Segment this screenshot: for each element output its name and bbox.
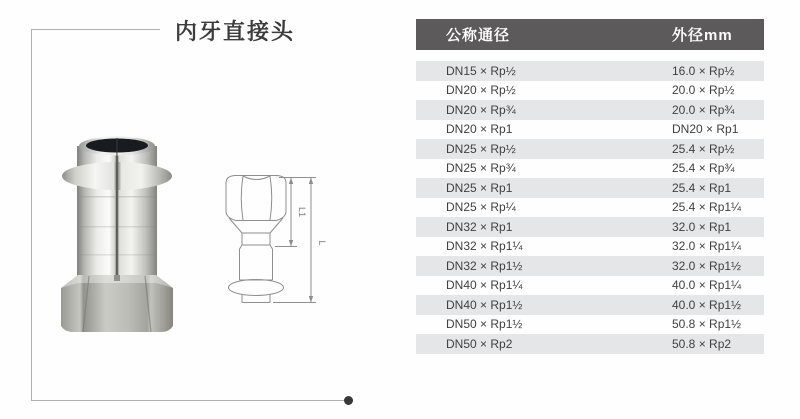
frame-line-left	[31, 29, 32, 401]
table-row	[416, 315, 764, 335]
outer-diameter-cell: 50.8 × Rp2	[672, 336, 732, 351]
nominal-diameter-cell: DN32 × Rp1½	[446, 258, 523, 273]
table-row	[416, 295, 764, 315]
table-row	[416, 198, 764, 218]
outer-diameter-cell: 20.0 × Rp¾	[672, 102, 735, 117]
table-row	[416, 217, 764, 237]
nominal-diameter-cell: DN20 × Rp¾	[446, 102, 516, 117]
nominal-diameter-cell: DN25 × Rp½	[446, 141, 516, 156]
table-row	[416, 139, 764, 159]
product-photo	[58, 130, 174, 335]
table-row	[416, 178, 764, 198]
spec-table	[416, 19, 764, 354]
frame-end-dot	[344, 396, 353, 405]
table-row	[416, 120, 764, 140]
outer-diameter-cell: 40.0 × Rp1½	[672, 297, 742, 312]
nominal-diameter-cell: DN50 × Rp2	[446, 336, 513, 351]
outer-diameter-cell: 25.4 × Rp1¼	[672, 200, 742, 215]
table-row	[416, 159, 764, 179]
outer-diameter-cell: DN20 × Rp1	[672, 122, 739, 137]
nominal-diameter-cell: DN50 × Rp1½	[446, 317, 523, 332]
nominal-diameter-cell: DN40 × Rp1¼	[446, 278, 523, 293]
nominal-diameter-cell: DN32 × Rp1	[446, 219, 513, 234]
header-outer-diameter: 外径mm	[672, 27, 733, 44]
outer-diameter-cell: 25.4 × Rp1	[672, 180, 732, 195]
technical-drawing	[213, 171, 328, 313]
header-nominal-diameter: 公称通径	[446, 27, 511, 44]
spec-table-header	[416, 19, 764, 50]
outer-diameter-cell: 50.8 × Rp1½	[672, 317, 742, 332]
outer-diameter-cell: 32.0 × Rp1¼	[672, 239, 742, 254]
outer-diameter-cell: 32.0 × Rp1½	[672, 258, 742, 273]
nominal-diameter-cell: DN32 × Rp1¼	[446, 239, 523, 254]
outer-diameter-cell: 25.4 × Rp½	[672, 141, 735, 156]
table-row	[416, 100, 764, 120]
nominal-diameter-cell: DN40 × Rp1½	[446, 297, 523, 312]
frame-line-bottom	[31, 400, 346, 401]
nominal-diameter-cell: DN25 × Rp¾	[446, 161, 516, 176]
table-row	[416, 61, 764, 81]
nominal-diameter-cell: DN25 × Rp¼	[446, 200, 516, 215]
spec-table-body	[416, 61, 764, 354]
frame-line-top	[31, 29, 160, 30]
outer-diameter-cell: 40.0 × Rp1¼	[672, 278, 742, 293]
dim-label-l1: L1	[297, 206, 307, 218]
outer-diameter-cell: 25.4 × Rp¾	[672, 161, 735, 176]
table-row	[416, 276, 764, 296]
nominal-diameter-cell: DN15 × Rp½	[446, 63, 516, 78]
nominal-diameter-cell: DN25 × Rp1	[446, 180, 513, 195]
table-row	[416, 334, 764, 354]
outer-diameter-cell: 16.0 × Rp½	[672, 63, 735, 78]
table-row	[416, 81, 764, 101]
nominal-diameter-cell: DN20 × Rp1	[446, 122, 513, 137]
outer-diameter-cell: 32.0 × Rp1	[672, 219, 732, 234]
table-row	[416, 256, 764, 276]
table-row	[416, 237, 764, 257]
outer-diameter-cell: 20.0 × Rp½	[672, 83, 735, 98]
nominal-diameter-cell: DN20 × Rp½	[446, 83, 516, 98]
page-title: 内牙直接头	[175, 19, 296, 44]
dim-label-l: L	[317, 240, 327, 246]
